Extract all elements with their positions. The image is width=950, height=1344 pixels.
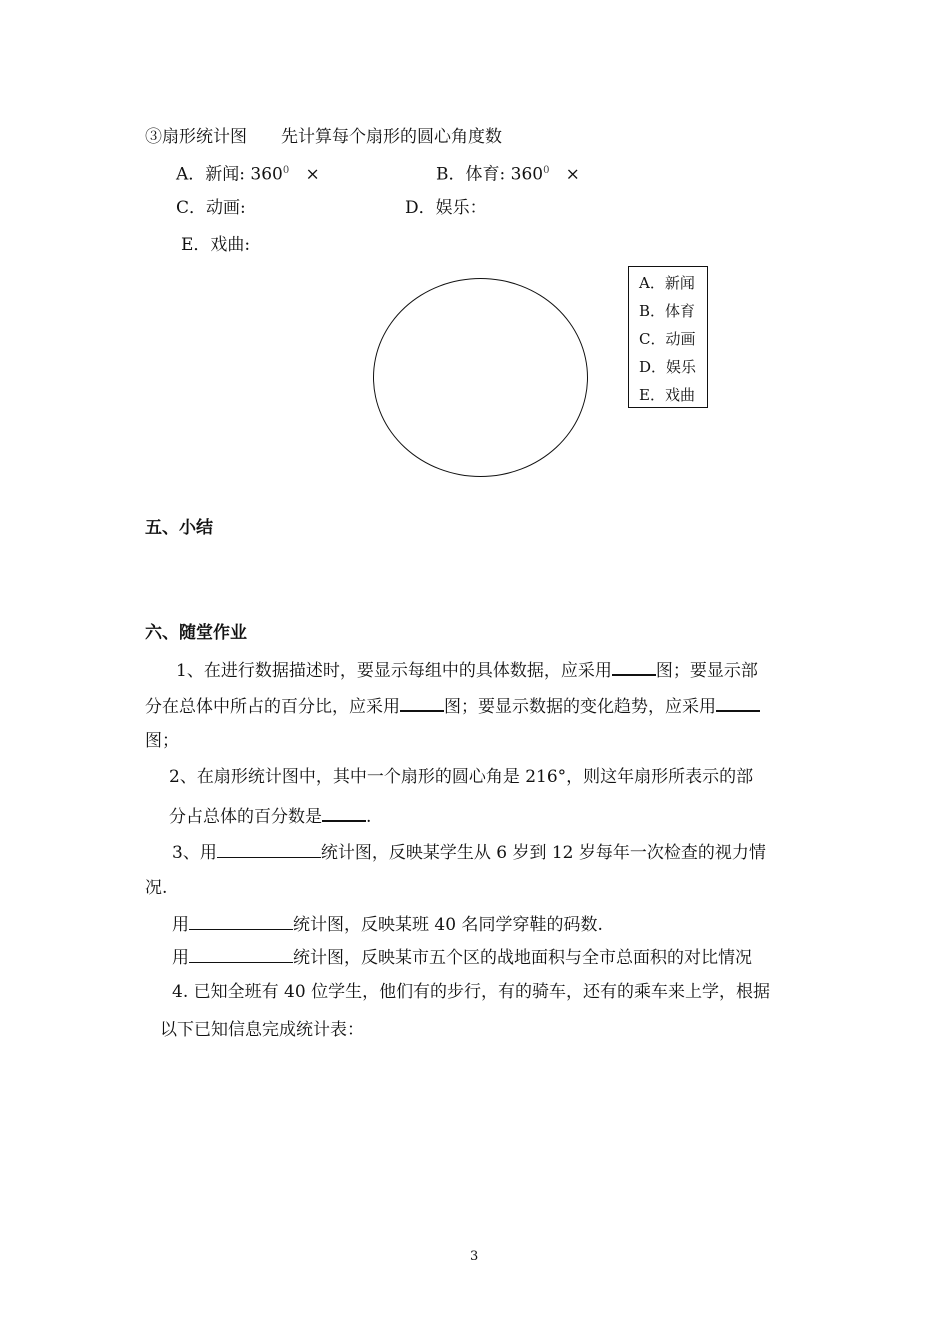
item-b-sports: B．体育: $360^0$ × [436,164,580,185]
legend-item: B．体育 [639,302,696,320]
q1-line-1: 1、在进行数据描述时，要显示每组中的具体数据，应采用 图；要显示部 [176,656,758,683]
q3-line-2: 况. [145,878,168,898]
answer-blank[interactable] [189,911,293,930]
answer-blank[interactable] [716,692,760,712]
answer-blank[interactable] [322,802,366,822]
answer-blank[interactable] [400,692,444,712]
legend-item: C．动画 [639,330,696,348]
item-d-entertainment: D．娱乐： [405,198,487,218]
q3-line-3: 用 统计图，反映某班 40 名同学穿鞋的码数. [172,911,603,937]
q2-line-1: 2、在扇形统计图中，其中一个扇形的圆心角是 216°，则这年扇形所表示的部 [169,767,754,787]
legend-item: D．娱乐 [639,358,697,376]
q2-line-2: 分占总体的百分数是 . [169,802,371,829]
answer-blank[interactable] [189,944,293,963]
item-e-opera: E．戏曲: [181,235,251,255]
item-c-animation: C．动画: [176,198,246,218]
q3-line-1: 3、用 统计图，反映某学生从 6 岁到 12 岁每年一次检查的视力情 [172,839,766,865]
legend-item: E．戏曲 [639,386,695,404]
empty-pie-circle [373,278,588,477]
pie-legend [628,266,708,408]
answer-blank[interactable] [612,656,656,676]
q1-line-2: 分在总体中所占的百分比，应采用 图；要显示数据的变化趋势，应采用 [145,692,760,719]
summary-heading: 五、小结 [145,518,213,538]
homework-heading: 六、随堂作业 [145,623,247,643]
q1-line-3: 图； [145,731,179,751]
legend-item: A．新闻 [639,274,695,292]
q4-line-2: 以下已知信息完成统计表： [160,1020,364,1040]
answer-blank[interactable] [217,839,321,858]
page-number: 3 [470,1249,479,1264]
q3-line-4: 用 统计图，反映某市五个区的战地面积与全市总面积的对比情况 [172,944,752,970]
item-a-news: A．新闻: $360^0$ × [176,164,320,185]
q4-line-1: 4. 已知全班有 40 位学生，他们有的步行，有的骑车，还有的乘车来上学，根据 [172,982,771,1002]
pie-section-heading: ③扇形统计图 先计算每个扇形的圆心角度数 [145,127,502,147]
